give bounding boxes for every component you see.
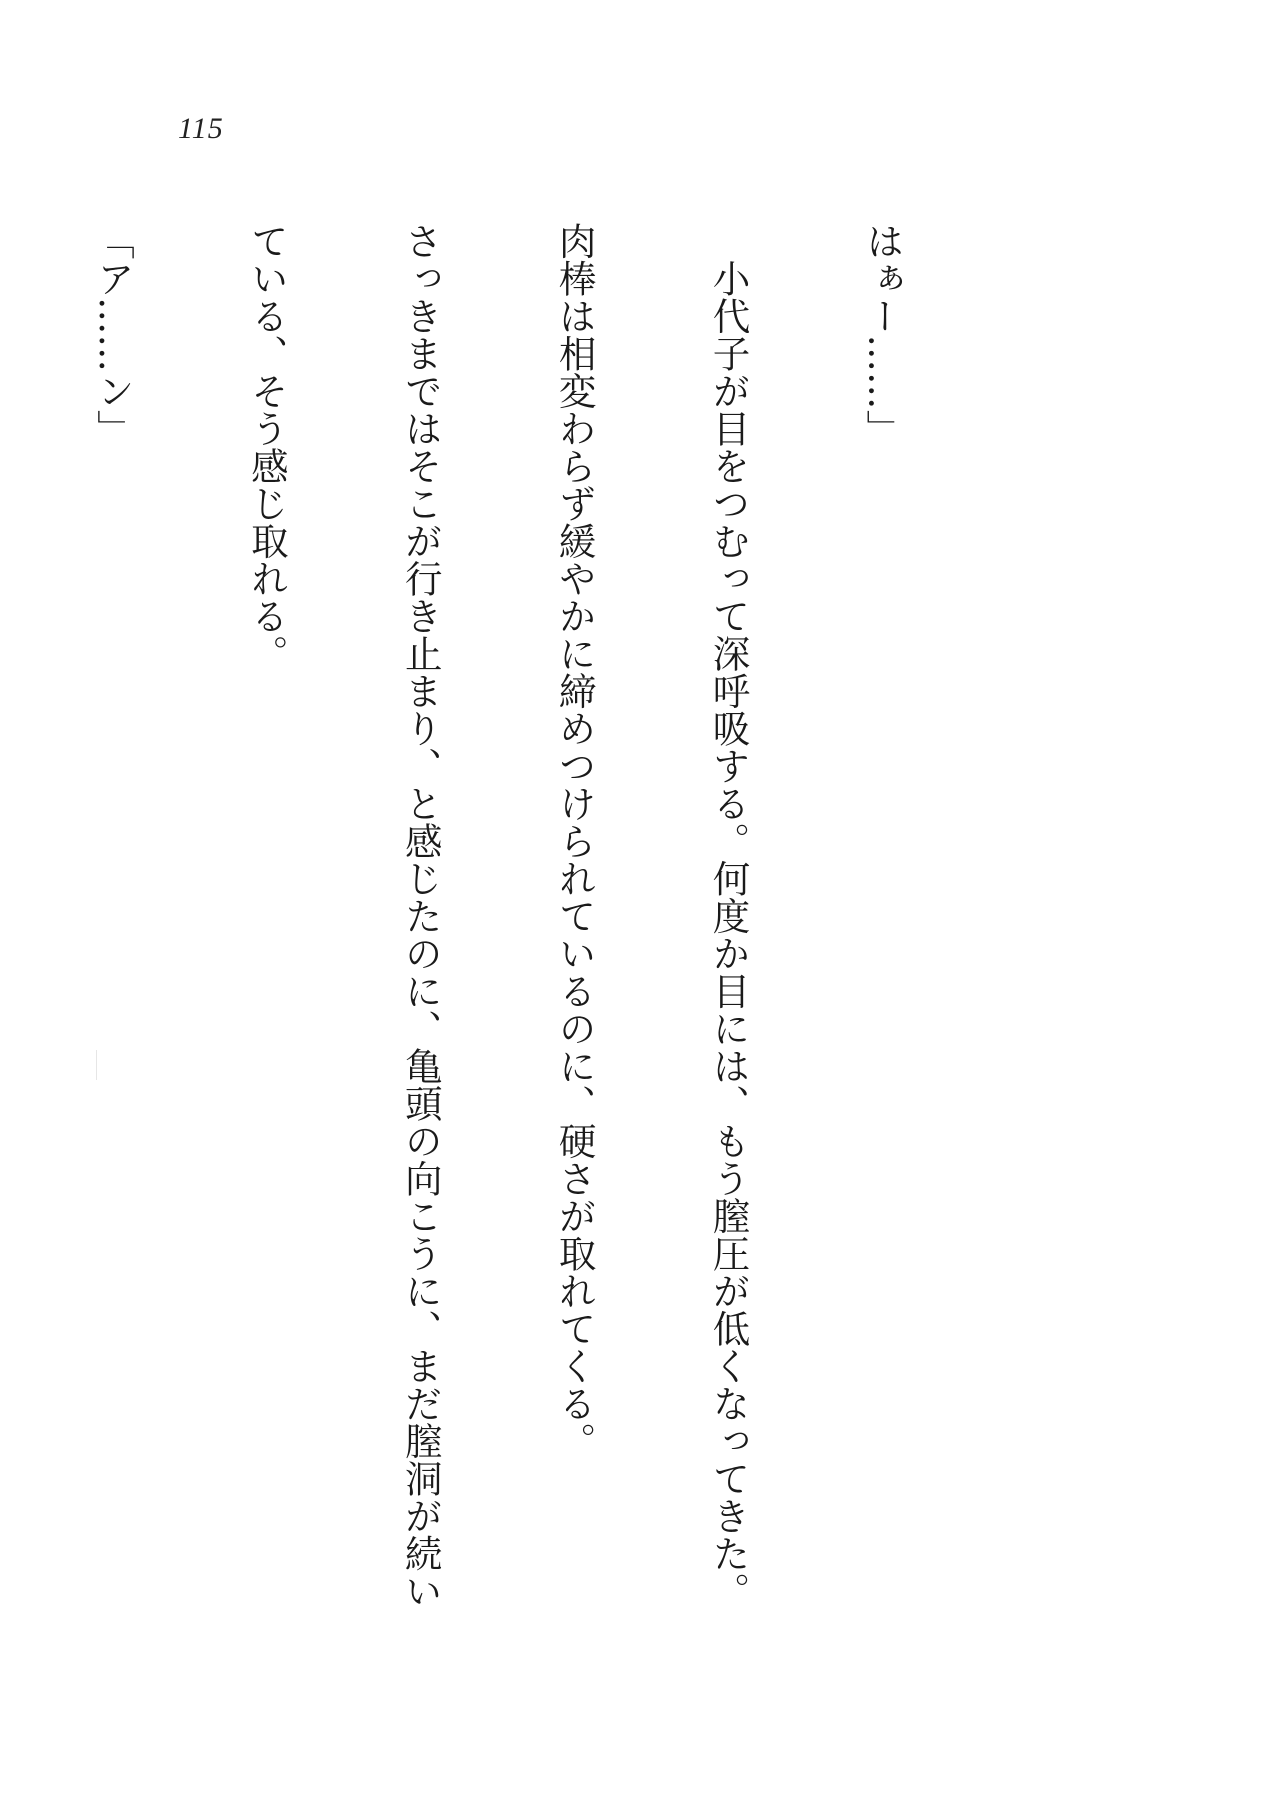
text-line: さっきまではそこが行き止まり、と感じたのに、亀頭の向こうに、まだ膣洞が続い — [398, 222, 443, 1610]
margin-mark — [96, 1050, 97, 1080]
page-number: 115 — [178, 112, 224, 145]
text-line: 小代子が目をつむって深呼吸する。何度か目には、もう膣圧が低くなってきた。 — [706, 222, 751, 1610]
text-line: ている、そう感じ取れる。 — [244, 222, 289, 672]
text-line: 肉棒は相変わらず緩やかに締めつけられているのに、硬さが取れてくる。 — [552, 222, 597, 1460]
text-line: 「ア……ン」 — [90, 222, 135, 447]
vertical-text-body — [0, 222, 1010, 1722]
text-line: はぁー……」 — [860, 222, 905, 447]
